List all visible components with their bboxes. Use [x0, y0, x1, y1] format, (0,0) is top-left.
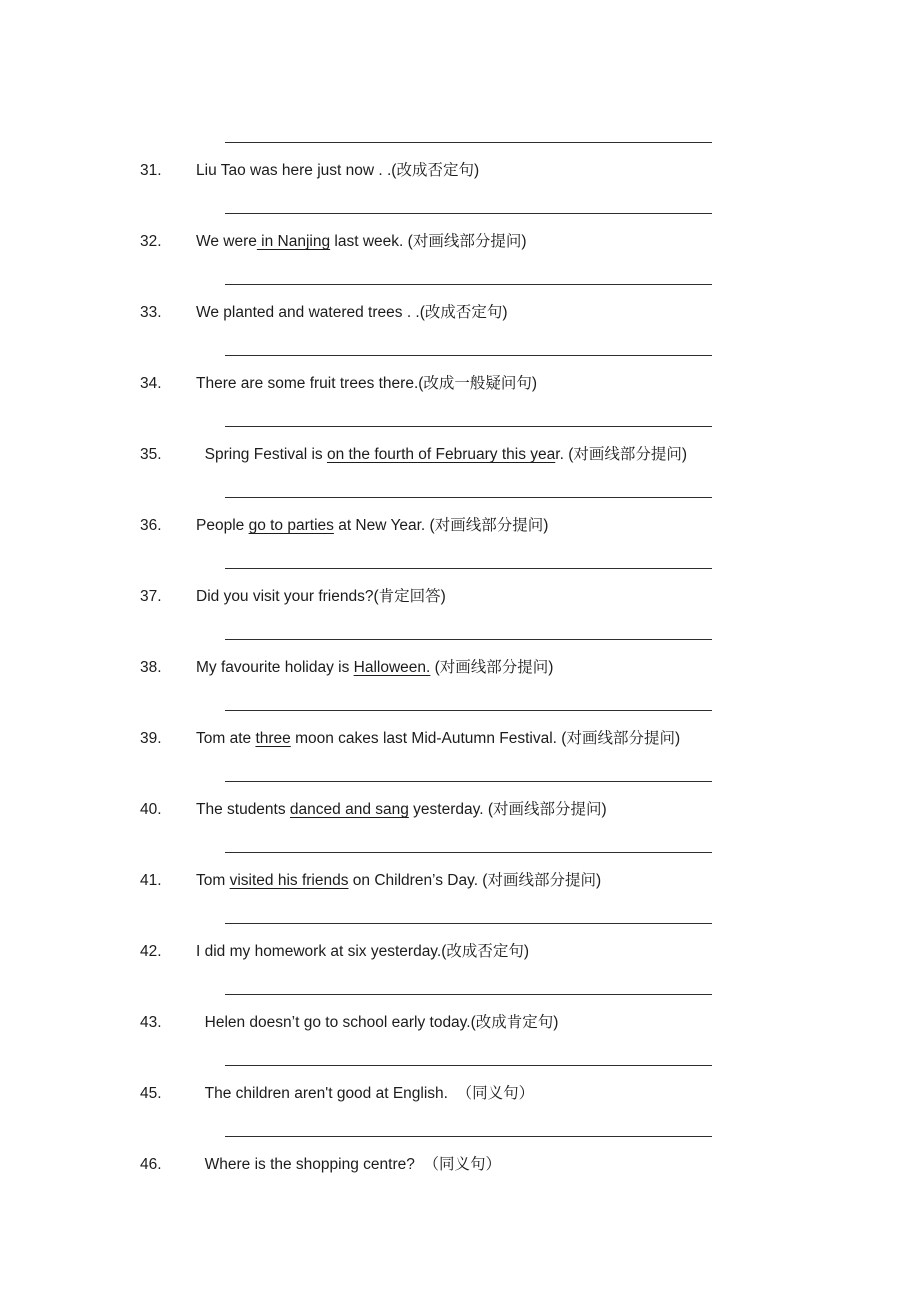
item-sentence: [196, 728, 920, 749]
item-sentence: [196, 799, 920, 820]
exercise-item: [140, 870, 920, 891]
item-sentence: [196, 1012, 920, 1033]
item-sentence: [196, 373, 920, 394]
exercise-item: [140, 1154, 920, 1175]
item-sentence: [196, 231, 920, 252]
underlined-phrase: in Nanjing: [256, 233, 331, 250]
item-number: 35.: [140, 446, 162, 463]
sentence-text: yesterday. (对画线部分提问): [408, 801, 607, 818]
sentence-text: Helen doesn’t go to school early today.(改成肯定句): [196, 1014, 559, 1031]
item-number: 46.: [140, 1156, 162, 1173]
answer-blank-line: [225, 1136, 712, 1137]
exercise-item: [140, 799, 920, 820]
worksheet-items: [140, 160, 920, 1175]
sentence-text: Tom ate: [196, 730, 256, 747]
sentence-text: Where is the shopping centre? （同义句）: [196, 1156, 501, 1173]
item-sentence: [196, 515, 920, 536]
item-number: 43.: [140, 1014, 162, 1031]
sentence-text: People: [196, 517, 249, 534]
sentence-text: moon cakes last Mid-Autumn Festival. (对画线部分提问): [290, 730, 681, 747]
underlined-phrase: danced and sang: [289, 801, 409, 818]
answer-blank-line: [225, 639, 712, 640]
answer-blank-line: [225, 568, 712, 569]
sentence-text: r. (对画线部分提问): [555, 446, 688, 463]
sentence-text: Tom: [196, 872, 230, 889]
exercise-item: [140, 444, 920, 465]
exercise-item: [140, 515, 920, 536]
item-sentence: [196, 586, 920, 607]
sentence-text: last week. (对画线部分提问): [330, 233, 527, 250]
sentence-text: We planted and watered trees . .(改成否定句): [196, 304, 508, 321]
item-sentence: [196, 160, 920, 181]
answer-blank-line: [225, 994, 712, 995]
underlined-phrase: visited his friends: [229, 872, 349, 889]
item-number: 32.: [140, 233, 162, 250]
answer-blank-line: [225, 213, 712, 214]
item-number: 45.: [140, 1085, 162, 1102]
exercise-item: [140, 160, 920, 181]
item-number: 41.: [140, 872, 162, 889]
sentence-text: on Children’s Day. (对画线部分提问): [348, 872, 602, 889]
answer-blank-line: [225, 852, 712, 853]
sentence-text: My favourite holiday is: [196, 659, 354, 676]
item-number: 42.: [140, 943, 162, 960]
item-sentence: [196, 444, 920, 465]
answer-blank-line: [225, 284, 712, 285]
item-sentence: [196, 870, 920, 891]
answer-blank-line: [225, 781, 712, 782]
answer-blank-line: [225, 426, 712, 427]
item-number: 33.: [140, 304, 162, 321]
item-sentence: [196, 302, 920, 323]
exercise-item: [140, 302, 920, 323]
exercise-item: [140, 1012, 920, 1033]
sentence-text: The children aren't good at English. （同义句）: [196, 1085, 535, 1102]
item-sentence: [196, 1154, 920, 1175]
sentence-text: I did my homework at six yesterday.(改成否定句): [196, 943, 530, 960]
exercise-item: [140, 373, 920, 394]
item-number: 31.: [140, 162, 162, 179]
item-number: 36.: [140, 517, 162, 534]
answer-blank-line: [225, 497, 712, 498]
sentence-text: We were: [196, 233, 257, 250]
exercise-item: [140, 231, 920, 252]
underlined-phrase: Halloween.: [353, 659, 431, 676]
sentence-text: There are some fruit trees there.(改成一般疑问句): [196, 375, 538, 392]
sentence-text: (对画线部分提问): [430, 659, 554, 676]
exercise-item: [140, 586, 920, 607]
answer-blank-line: [225, 923, 712, 924]
exercise-item: [140, 728, 920, 749]
item-sentence: [196, 1083, 920, 1104]
item-number: 40.: [140, 801, 162, 818]
sentence-text: The students: [196, 801, 290, 818]
item-number: 37.: [140, 588, 162, 605]
item-number: 39.: [140, 730, 162, 747]
exercise-item: [140, 657, 920, 678]
item-number: 34.: [140, 375, 162, 392]
underlined-phrase: on the fourth of February this yea: [326, 446, 556, 463]
answer-blank-line: [225, 1065, 712, 1066]
sentence-text: Liu Tao was here just now . .(改成否定句): [196, 162, 480, 179]
answer-blank-line: [225, 142, 712, 143]
answer-blank-line: [225, 355, 712, 356]
underlined-phrase: go to parties: [248, 517, 334, 534]
item-number: 38.: [140, 659, 162, 676]
underlined-phrase: three: [255, 730, 291, 747]
sentence-text: Spring Festival is: [196, 446, 327, 463]
sentence-text: Did you visit your friends?(肯定回答): [196, 588, 446, 605]
item-sentence: [196, 657, 920, 678]
exercise-item: [140, 941, 920, 962]
sentence-text: at New Year. (对画线部分提问): [333, 517, 549, 534]
item-sentence: [196, 941, 920, 962]
exercise-item: [140, 1083, 920, 1104]
answer-blank-line: [225, 710, 712, 711]
